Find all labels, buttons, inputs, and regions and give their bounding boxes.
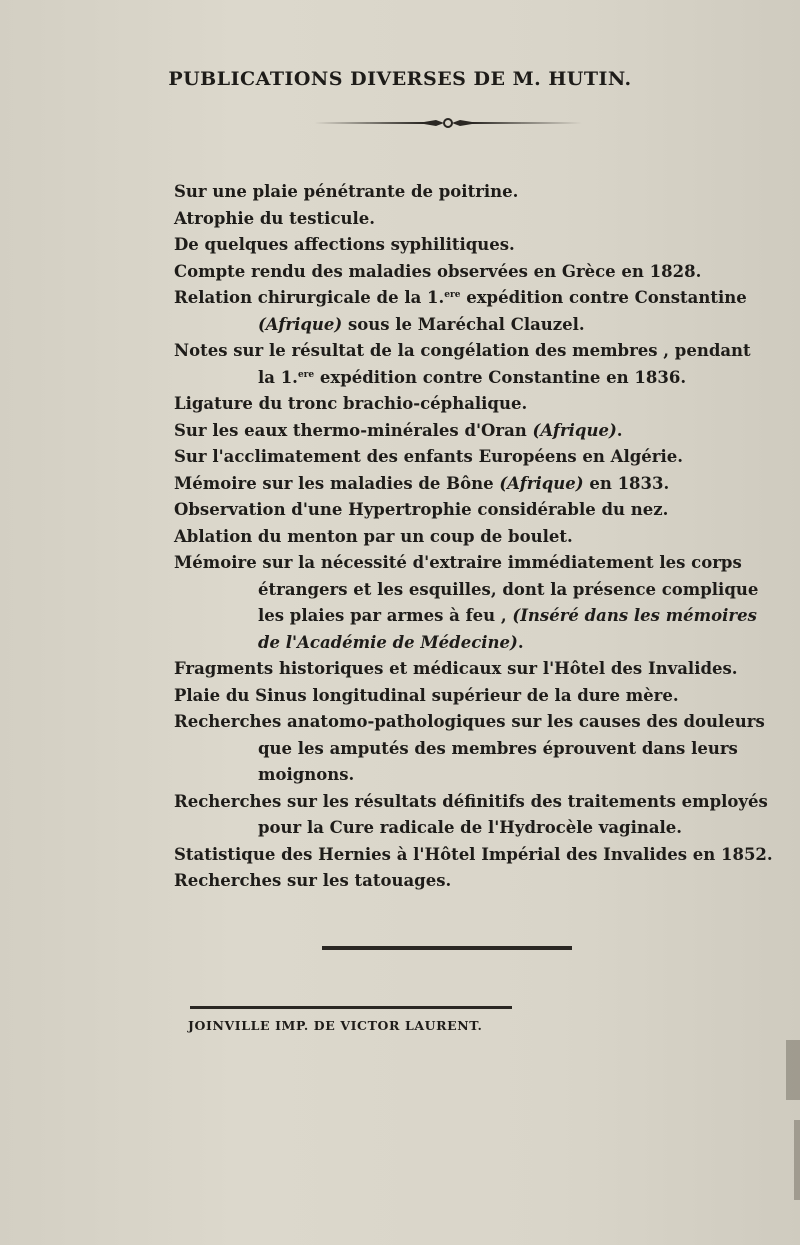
list-item: Plaie du Sinus longitudinal supérieur de la dure mère. (174, 685, 679, 705)
list-item: Notes sur le résultat de la congélation des membres , pendant (174, 341, 751, 360)
list-item: Fragments historiques et médicaux sur l'Hôtel des Invalides. (174, 659, 738, 678)
list-item: Statistique des Hernies à l'Hôtel Impérial des Invalides en 1852. (174, 844, 773, 864)
list-item: Observation d'une Hypertrophie considérable du nez. (174, 500, 669, 519)
list-item: Relation chirurgicale de la 1.$^{ere}$ expédition contre Constantine (174, 288, 747, 307)
list-item-continuation: pour la Cure radicale de l'Hydrocèle vaginale. (258, 818, 683, 837)
footer-rule (190, 1006, 512, 1009)
list-item: Recherches sur les tatouages. (174, 871, 452, 890)
list-item-continuation: les plaies par armes à feu , (Inséré dans les mémoires (258, 606, 757, 625)
list-item-continuation: que les amputés des membres éprouvent dans leurs (258, 738, 738, 758)
list-item: Mémoire sur la nécessité d'extraire immédiatement les corps (174, 553, 742, 572)
printer-imprint: JOINVILLE IMP. DE VICTOR LAURENT. (188, 1018, 483, 1033)
list-item: Mémoire sur les maladies de Bône (Afrique) en 1833. (174, 473, 670, 493)
list-item: Ligature du tronc brachio-céphalique. (174, 394, 528, 413)
list-item: Ablation du menton par un coup de boulet. (174, 526, 573, 546)
page-title: PUBLICATIONS DIVERSES DE M. HUTIN. (168, 68, 632, 90)
page-edge-stain (786, 1040, 800, 1100)
list-item: Compte rendu des maladies observées en Grèce en 1828. (174, 261, 702, 281)
list-item: Sur l'acclimatement des enfants Européens en Algérie. (174, 447, 683, 466)
list-item: Atrophie du testicule. (174, 208, 376, 228)
list-item-continuation: moignons. (258, 765, 355, 784)
list-item-continuation: (Afrique) sous le Maréchal Clauzel. (258, 314, 585, 334)
list-item-continuation: étrangers et les esquilles, dont la présence complique (258, 579, 759, 599)
list-item-continuation: de l'Académie de Médecine). (258, 632, 524, 652)
page-edge-stain (794, 1120, 800, 1200)
list-item-continuation: la 1.$^{ere}$ expédition contre Constantine en 1836. (258, 367, 687, 387)
title-ornament (314, 117, 582, 129)
list-item: Recherches sur les résultats définitifs des traitements employés (174, 791, 768, 811)
list-item: Recherches anatomo-pathologiques sur les causes des douleurs (174, 712, 765, 731)
list-item: De quelques affections syphilitiques. (174, 235, 515, 254)
list-item: Sur les eaux thermo-minérales d'Oran (Afrique). (174, 420, 623, 440)
divider-rule (322, 946, 572, 950)
list-item: Sur une plaie pénétrante de poitrine. (174, 182, 519, 201)
